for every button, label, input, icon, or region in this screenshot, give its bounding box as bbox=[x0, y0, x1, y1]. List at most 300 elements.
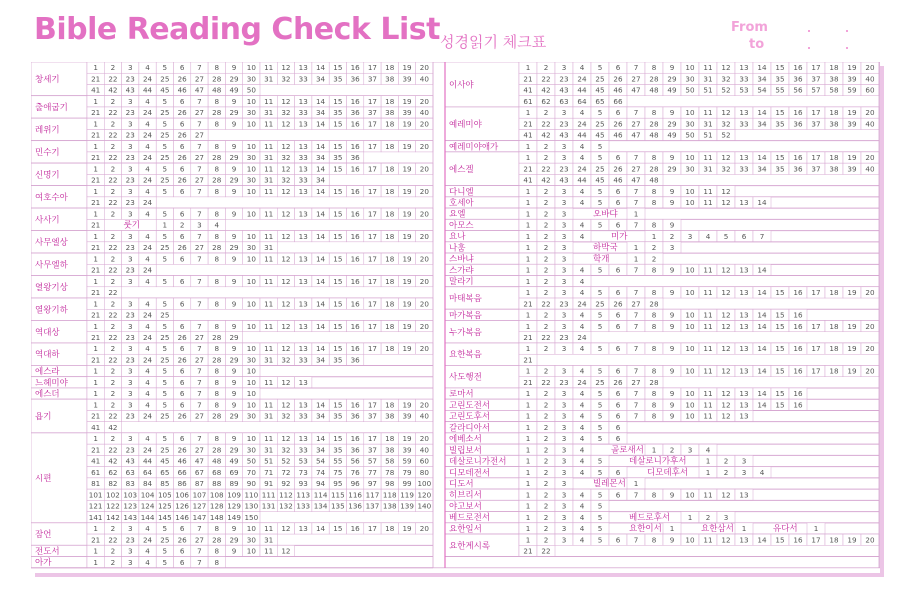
chapter-checkbox[interactable] bbox=[139, 399, 156, 410]
chapter-checkbox[interactable] bbox=[555, 422, 573, 433]
chapter-checkbox[interactable] bbox=[104, 512, 121, 523]
chapter-checkbox[interactable] bbox=[663, 388, 681, 399]
chapter-checkbox[interactable] bbox=[243, 321, 260, 332]
chapter-checkbox[interactable] bbox=[699, 197, 717, 208]
chapter-checkbox[interactable] bbox=[156, 354, 173, 365]
chapter-checkbox[interactable] bbox=[609, 219, 627, 230]
chapter-checkbox[interactable] bbox=[537, 287, 555, 298]
chapter-checkbox[interactable] bbox=[295, 253, 312, 264]
chapter-checkbox[interactable] bbox=[627, 399, 645, 410]
chapter-checkbox[interactable] bbox=[87, 287, 104, 298]
chapter-checkbox[interactable] bbox=[789, 534, 807, 545]
chapter-checkbox[interactable] bbox=[243, 377, 260, 388]
chapter-checkbox[interactable] bbox=[416, 321, 433, 332]
chapter-checkbox[interactable] bbox=[312, 118, 329, 129]
chapter-checkbox[interactable] bbox=[861, 73, 879, 84]
chapter-checkbox[interactable] bbox=[519, 163, 537, 174]
chapter-checkbox[interactable] bbox=[519, 219, 537, 230]
chapter-checkbox[interactable] bbox=[364, 107, 381, 118]
chapter-checkbox[interactable] bbox=[139, 298, 156, 309]
chapter-checkbox[interactable] bbox=[681, 163, 699, 174]
chapter-checkbox[interactable] bbox=[139, 354, 156, 365]
chapter-checkbox[interactable] bbox=[104, 309, 121, 320]
chapter-checkbox[interactable] bbox=[771, 73, 789, 84]
chapter-checkbox[interactable] bbox=[139, 152, 156, 163]
chapter-checkbox[interactable] bbox=[645, 242, 663, 253]
chapter-checkbox[interactable] bbox=[208, 84, 225, 95]
chapter-checkbox[interactable] bbox=[156, 500, 173, 511]
chapter-checkbox[interactable] bbox=[663, 84, 681, 95]
chapter-checkbox[interactable] bbox=[609, 489, 627, 500]
chapter-checkbox[interactable] bbox=[645, 264, 663, 275]
chapter-checkbox[interactable] bbox=[825, 163, 843, 174]
chapter-checkbox[interactable] bbox=[139, 523, 156, 534]
chapter-checkbox[interactable] bbox=[208, 62, 225, 73]
chapter-checkbox[interactable] bbox=[174, 298, 191, 309]
chapter-checkbox[interactable] bbox=[381, 399, 398, 410]
chapter-checkbox[interactable] bbox=[156, 489, 173, 500]
chapter-checkbox[interactable] bbox=[347, 186, 364, 197]
chapter-checkbox[interactable] bbox=[537, 118, 555, 129]
chapter-checkbox[interactable] bbox=[208, 253, 225, 264]
chapter-checkbox[interactable] bbox=[208, 534, 225, 545]
chapter-checkbox[interactable] bbox=[753, 264, 771, 275]
chapter-checkbox[interactable] bbox=[156, 410, 173, 421]
chapter-checkbox[interactable] bbox=[122, 478, 139, 489]
chapter-checkbox[interactable] bbox=[416, 107, 433, 118]
chapter-checkbox[interactable] bbox=[663, 321, 681, 332]
chapter-checkbox[interactable] bbox=[174, 410, 191, 421]
chapter-checkbox[interactable] bbox=[519, 208, 537, 219]
chapter-checkbox[interactable] bbox=[208, 186, 225, 197]
chapter-checkbox[interactable] bbox=[312, 433, 329, 444]
chapter-checkbox[interactable] bbox=[807, 84, 825, 95]
chapter-checkbox[interactable] bbox=[174, 186, 191, 197]
chapter-checkbox[interactable] bbox=[243, 467, 260, 478]
chapter-checkbox[interactable] bbox=[681, 152, 699, 163]
chapter-checkbox[interactable] bbox=[174, 253, 191, 264]
chapter-checkbox[interactable] bbox=[398, 96, 415, 107]
chapter-checkbox[interactable] bbox=[609, 388, 627, 399]
chapter-checkbox[interactable] bbox=[191, 118, 208, 129]
chapter-checkbox[interactable] bbox=[789, 107, 807, 118]
chapter-checkbox[interactable] bbox=[555, 321, 573, 332]
chapter-checkbox[interactable] bbox=[537, 152, 555, 163]
chapter-checkbox[interactable] bbox=[591, 321, 609, 332]
chapter-checkbox[interactable] bbox=[277, 478, 294, 489]
chapter-checkbox[interactable] bbox=[191, 444, 208, 455]
chapter-checkbox[interactable] bbox=[681, 365, 699, 376]
chapter-checkbox[interactable] bbox=[699, 129, 717, 140]
chapter-checkbox[interactable] bbox=[591, 410, 609, 421]
chapter-checkbox[interactable] bbox=[537, 276, 555, 287]
chapter-checkbox[interactable] bbox=[225, 174, 242, 185]
chapter-checkbox[interactable] bbox=[591, 287, 609, 298]
chapter-checkbox[interactable] bbox=[537, 523, 555, 534]
chapter-checkbox[interactable] bbox=[122, 152, 139, 163]
chapter-checkbox[interactable] bbox=[645, 410, 663, 421]
chapter-checkbox[interactable] bbox=[398, 444, 415, 455]
chapter-checkbox[interactable] bbox=[519, 118, 537, 129]
chapter-checkbox[interactable] bbox=[699, 534, 717, 545]
chapter-checkbox[interactable] bbox=[735, 163, 753, 174]
chapter-checkbox[interactable] bbox=[225, 545, 242, 556]
chapter-checkbox[interactable] bbox=[208, 141, 225, 152]
chapter-checkbox[interactable] bbox=[717, 129, 735, 140]
chapter-checkbox[interactable] bbox=[104, 455, 121, 466]
chapter-checkbox[interactable] bbox=[735, 197, 753, 208]
chapter-checkbox[interactable] bbox=[312, 186, 329, 197]
chapter-checkbox[interactable] bbox=[277, 467, 294, 478]
chapter-checkbox[interactable] bbox=[555, 129, 573, 140]
chapter-checkbox[interactable] bbox=[573, 186, 591, 197]
chapter-checkbox[interactable] bbox=[225, 467, 242, 478]
chapter-checkbox[interactable] bbox=[663, 107, 681, 118]
chapter-checkbox[interactable] bbox=[208, 388, 225, 399]
chapter-checkbox[interactable] bbox=[627, 62, 645, 73]
chapter-checkbox[interactable] bbox=[225, 455, 242, 466]
chapter-checkbox[interactable] bbox=[573, 332, 591, 343]
chapter-checkbox[interactable] bbox=[156, 455, 173, 466]
chapter-checkbox[interactable] bbox=[825, 321, 843, 332]
chapter-checkbox[interactable] bbox=[329, 298, 346, 309]
chapter-checkbox[interactable] bbox=[699, 399, 717, 410]
chapter-checkbox[interactable] bbox=[277, 276, 294, 287]
chapter-checkbox[interactable] bbox=[312, 152, 329, 163]
chapter-checkbox[interactable] bbox=[416, 118, 433, 129]
chapter-checkbox[interactable] bbox=[243, 410, 260, 421]
chapter-checkbox[interactable] bbox=[87, 444, 104, 455]
chapter-checkbox[interactable] bbox=[717, 84, 735, 95]
chapter-checkbox[interactable] bbox=[87, 343, 104, 354]
chapter-checkbox[interactable] bbox=[191, 512, 208, 523]
chapter-checkbox[interactable] bbox=[753, 163, 771, 174]
chapter-checkbox[interactable] bbox=[717, 410, 735, 421]
chapter-checkbox[interactable] bbox=[735, 388, 753, 399]
chapter-checkbox[interactable] bbox=[555, 141, 573, 152]
chapter-checkbox[interactable] bbox=[139, 455, 156, 466]
chapter-checkbox[interactable] bbox=[591, 512, 609, 523]
chapter-checkbox[interactable] bbox=[555, 309, 573, 320]
chapter-checkbox[interactable] bbox=[398, 500, 415, 511]
chapter-checkbox[interactable] bbox=[398, 208, 415, 219]
chapter-checkbox[interactable] bbox=[104, 467, 121, 478]
chapter-checkbox[interactable] bbox=[807, 62, 825, 73]
chapter-checkbox[interactable] bbox=[347, 298, 364, 309]
chapter-checkbox[interactable] bbox=[347, 73, 364, 84]
chapter-checkbox[interactable] bbox=[156, 523, 173, 534]
chapter-checkbox[interactable] bbox=[573, 152, 591, 163]
chapter-checkbox[interactable] bbox=[681, 73, 699, 84]
chapter-checkbox[interactable] bbox=[681, 321, 699, 332]
chapter-checkbox[interactable] bbox=[208, 410, 225, 421]
chapter-checkbox[interactable] bbox=[573, 141, 591, 152]
chapter-checkbox[interactable] bbox=[122, 433, 139, 444]
chapter-checkbox[interactable] bbox=[191, 276, 208, 287]
chapter-checkbox[interactable] bbox=[627, 219, 645, 230]
chapter-checkbox[interactable] bbox=[735, 287, 753, 298]
chapter-checkbox[interactable] bbox=[277, 231, 294, 242]
chapter-checkbox[interactable] bbox=[156, 534, 173, 545]
chapter-checkbox[interactable] bbox=[717, 152, 735, 163]
chapter-checkbox[interactable] bbox=[156, 433, 173, 444]
chapter-checkbox[interactable] bbox=[753, 399, 771, 410]
chapter-checkbox[interactable] bbox=[156, 141, 173, 152]
chapter-checkbox[interactable] bbox=[416, 253, 433, 264]
chapter-checkbox[interactable] bbox=[104, 321, 121, 332]
chapter-checkbox[interactable] bbox=[364, 523, 381, 534]
chapter-checkbox[interactable] bbox=[843, 84, 861, 95]
chapter-checkbox[interactable] bbox=[753, 309, 771, 320]
chapter-checkbox[interactable] bbox=[555, 467, 573, 478]
chapter-checkbox[interactable] bbox=[87, 208, 104, 219]
chapter-checkbox[interactable] bbox=[364, 343, 381, 354]
chapter-checkbox[interactable] bbox=[87, 489, 104, 500]
chapter-checkbox[interactable] bbox=[735, 489, 753, 500]
chapter-checkbox[interactable] bbox=[717, 365, 735, 376]
chapter-checkbox[interactable] bbox=[243, 231, 260, 242]
chapter-checkbox[interactable] bbox=[208, 73, 225, 84]
chapter-checkbox[interactable] bbox=[87, 84, 104, 95]
chapter-checkbox[interactable] bbox=[555, 107, 573, 118]
chapter-checkbox[interactable] bbox=[645, 107, 663, 118]
chapter-checkbox[interactable] bbox=[156, 253, 173, 264]
chapter-checkbox[interactable] bbox=[771, 365, 789, 376]
chapter-checkbox[interactable] bbox=[87, 309, 104, 320]
chapter-checkbox[interactable] bbox=[735, 118, 753, 129]
chapter-checkbox[interactable] bbox=[191, 354, 208, 365]
chapter-checkbox[interactable] bbox=[416, 141, 433, 152]
chapter-checkbox[interactable] bbox=[753, 467, 771, 478]
chapter-checkbox[interactable] bbox=[645, 197, 663, 208]
chapter-checkbox[interactable] bbox=[416, 276, 433, 287]
chapter-checkbox[interactable] bbox=[329, 208, 346, 219]
chapter-checkbox[interactable] bbox=[243, 163, 260, 174]
chapter-checkbox[interactable] bbox=[645, 399, 663, 410]
chapter-checkbox[interactable] bbox=[156, 118, 173, 129]
chapter-checkbox[interactable] bbox=[555, 377, 573, 388]
chapter-checkbox[interactable] bbox=[609, 264, 627, 275]
chapter-checkbox[interactable] bbox=[555, 118, 573, 129]
chapter-checkbox[interactable] bbox=[843, 365, 861, 376]
chapter-checkbox[interactable] bbox=[225, 534, 242, 545]
chapter-checkbox[interactable] bbox=[312, 141, 329, 152]
chapter-checkbox[interactable] bbox=[381, 523, 398, 534]
chapter-checkbox[interactable] bbox=[225, 276, 242, 287]
chapter-checkbox[interactable] bbox=[329, 163, 346, 174]
chapter-checkbox[interactable] bbox=[627, 73, 645, 84]
chapter-checkbox[interactable] bbox=[398, 231, 415, 242]
chapter-checkbox[interactable] bbox=[243, 174, 260, 185]
chapter-checkbox[interactable] bbox=[87, 219, 104, 230]
chapter-checkbox[interactable] bbox=[825, 343, 843, 354]
chapter-checkbox[interactable] bbox=[753, 73, 771, 84]
chapter-checkbox[interactable] bbox=[555, 478, 573, 489]
chapter-checkbox[interactable] bbox=[364, 141, 381, 152]
chapter-checkbox[interactable] bbox=[416, 73, 433, 84]
chapter-checkbox[interactable] bbox=[364, 231, 381, 242]
chapter-checkbox[interactable] bbox=[573, 433, 591, 444]
chapter-checkbox[interactable] bbox=[260, 433, 277, 444]
chapter-checkbox[interactable] bbox=[789, 152, 807, 163]
chapter-checkbox[interactable] bbox=[87, 298, 104, 309]
chapter-checkbox[interactable] bbox=[191, 388, 208, 399]
chapter-checkbox[interactable] bbox=[122, 410, 139, 421]
chapter-checkbox[interactable] bbox=[104, 433, 121, 444]
chapter-checkbox[interactable] bbox=[277, 107, 294, 118]
chapter-checkbox[interactable] bbox=[104, 73, 121, 84]
chapter-checkbox[interactable] bbox=[260, 545, 277, 556]
chapter-checkbox[interactable] bbox=[573, 107, 591, 118]
chapter-checkbox[interactable] bbox=[191, 557, 208, 568]
chapter-checkbox[interactable] bbox=[174, 231, 191, 242]
chapter-checkbox[interactable] bbox=[753, 107, 771, 118]
chapter-checkbox[interactable] bbox=[225, 298, 242, 309]
chapter-checkbox[interactable] bbox=[861, 321, 879, 332]
chapter-checkbox[interactable] bbox=[139, 141, 156, 152]
chapter-checkbox[interactable] bbox=[156, 377, 173, 388]
chapter-checkbox[interactable] bbox=[555, 186, 573, 197]
chapter-checkbox[interactable] bbox=[156, 186, 173, 197]
chapter-checkbox[interactable] bbox=[208, 343, 225, 354]
chapter-checkbox[interactable] bbox=[260, 73, 277, 84]
chapter-checkbox[interactable] bbox=[225, 478, 242, 489]
chapter-checkbox[interactable] bbox=[174, 388, 191, 399]
chapter-checkbox[interactable] bbox=[364, 186, 381, 197]
chapter-checkbox[interactable] bbox=[416, 444, 433, 455]
chapter-checkbox[interactable] bbox=[208, 174, 225, 185]
chapter-checkbox[interactable] bbox=[104, 399, 121, 410]
chapter-checkbox[interactable] bbox=[663, 163, 681, 174]
chapter-checkbox[interactable] bbox=[191, 253, 208, 264]
chapter-checkbox[interactable] bbox=[174, 62, 191, 73]
chapter-checkbox[interactable] bbox=[381, 321, 398, 332]
chapter-checkbox[interactable] bbox=[519, 523, 537, 534]
chapter-checkbox[interactable] bbox=[609, 365, 627, 376]
chapter-checkbox[interactable] bbox=[537, 107, 555, 118]
chapter-checkbox[interactable] bbox=[681, 197, 699, 208]
chapter-checkbox[interactable] bbox=[87, 276, 104, 287]
chapter-checkbox[interactable] bbox=[519, 287, 537, 298]
chapter-checkbox[interactable] bbox=[87, 231, 104, 242]
chapter-checkbox[interactable] bbox=[139, 534, 156, 545]
chapter-checkbox[interactable] bbox=[122, 354, 139, 365]
chapter-checkbox[interactable] bbox=[225, 321, 242, 332]
chapter-checkbox[interactable] bbox=[329, 107, 346, 118]
chapter-checkbox[interactable] bbox=[699, 365, 717, 376]
chapter-checkbox[interactable] bbox=[663, 399, 681, 410]
chapter-checkbox[interactable] bbox=[277, 455, 294, 466]
chapter-checkbox[interactable] bbox=[156, 557, 173, 568]
chapter-checkbox[interactable] bbox=[122, 163, 139, 174]
chapter-checkbox[interactable] bbox=[843, 62, 861, 73]
chapter-checkbox[interactable] bbox=[537, 422, 555, 433]
chapter-checkbox[interactable] bbox=[699, 444, 717, 455]
chapter-checkbox[interactable] bbox=[573, 96, 591, 107]
chapter-checkbox[interactable] bbox=[555, 231, 573, 242]
chapter-checkbox[interactable] bbox=[312, 73, 329, 84]
chapter-checkbox[interactable] bbox=[139, 62, 156, 73]
chapter-checkbox[interactable] bbox=[555, 512, 573, 523]
chapter-checkbox[interactable] bbox=[295, 208, 312, 219]
chapter-checkbox[interactable] bbox=[87, 264, 104, 275]
chapter-checkbox[interactable] bbox=[591, 365, 609, 376]
chapter-checkbox[interactable] bbox=[555, 84, 573, 95]
chapter-checkbox[interactable] bbox=[555, 73, 573, 84]
chapter-checkbox[interactable] bbox=[156, 208, 173, 219]
chapter-checkbox[interactable] bbox=[156, 62, 173, 73]
chapter-checkbox[interactable] bbox=[87, 129, 104, 140]
chapter-checkbox[interactable] bbox=[225, 242, 242, 253]
chapter-checkbox[interactable] bbox=[381, 433, 398, 444]
chapter-checkbox[interactable] bbox=[329, 186, 346, 197]
chapter-checkbox[interactable] bbox=[753, 152, 771, 163]
chapter-checkbox[interactable] bbox=[191, 467, 208, 478]
chapter-checkbox[interactable] bbox=[347, 410, 364, 421]
chapter-checkbox[interactable] bbox=[789, 84, 807, 95]
chapter-checkbox[interactable] bbox=[699, 264, 717, 275]
chapter-checkbox[interactable] bbox=[277, 433, 294, 444]
chapter-checkbox[interactable] bbox=[277, 343, 294, 354]
chapter-checkbox[interactable] bbox=[260, 141, 277, 152]
chapter-checkbox[interactable] bbox=[717, 512, 735, 523]
chapter-checkbox[interactable] bbox=[789, 365, 807, 376]
chapter-checkbox[interactable] bbox=[364, 118, 381, 129]
chapter-checkbox[interactable] bbox=[87, 152, 104, 163]
chapter-checkbox[interactable] bbox=[717, 197, 735, 208]
chapter-checkbox[interactable] bbox=[753, 231, 771, 242]
chapter-checkbox[interactable] bbox=[329, 321, 346, 332]
chapter-checkbox[interactable] bbox=[139, 96, 156, 107]
chapter-checkbox[interactable] bbox=[243, 365, 260, 376]
chapter-checkbox[interactable] bbox=[681, 264, 699, 275]
chapter-checkbox[interactable] bbox=[663, 231, 681, 242]
chapter-checkbox[interactable] bbox=[122, 174, 139, 185]
chapter-checkbox[interactable] bbox=[555, 444, 573, 455]
chapter-checkbox[interactable] bbox=[139, 129, 156, 140]
chapter-checkbox[interactable] bbox=[609, 433, 627, 444]
chapter-checkbox[interactable] bbox=[260, 96, 277, 107]
chapter-checkbox[interactable] bbox=[122, 84, 139, 95]
chapter-checkbox[interactable] bbox=[191, 455, 208, 466]
chapter-checkbox[interactable] bbox=[555, 276, 573, 287]
chapter-checkbox[interactable] bbox=[591, 377, 609, 388]
chapter-checkbox[interactable] bbox=[87, 422, 104, 433]
chapter-checkbox[interactable] bbox=[191, 365, 208, 376]
chapter-checkbox[interactable] bbox=[208, 523, 225, 534]
chapter-checkbox[interactable] bbox=[295, 433, 312, 444]
chapter-checkbox[interactable] bbox=[329, 500, 346, 511]
chapter-checkbox[interactable] bbox=[681, 410, 699, 421]
chapter-checkbox[interactable] bbox=[627, 174, 645, 185]
chapter-checkbox[interactable] bbox=[681, 444, 699, 455]
chapter-checkbox[interactable] bbox=[771, 152, 789, 163]
chapter-checkbox[interactable] bbox=[329, 399, 346, 410]
chapter-checkbox[interactable] bbox=[243, 478, 260, 489]
chapter-checkbox[interactable] bbox=[243, 141, 260, 152]
chapter-checkbox[interactable] bbox=[191, 377, 208, 388]
chapter-checkbox[interactable] bbox=[681, 309, 699, 320]
chapter-checkbox[interactable] bbox=[191, 84, 208, 95]
chapter-checkbox[interactable] bbox=[591, 500, 609, 511]
chapter-checkbox[interactable] bbox=[519, 512, 537, 523]
chapter-checkbox[interactable] bbox=[537, 96, 555, 107]
chapter-checkbox[interactable] bbox=[156, 512, 173, 523]
chapter-checkbox[interactable] bbox=[381, 467, 398, 478]
chapter-checkbox[interactable] bbox=[381, 163, 398, 174]
chapter-checkbox[interactable] bbox=[717, 388, 735, 399]
chapter-checkbox[interactable] bbox=[717, 107, 735, 118]
